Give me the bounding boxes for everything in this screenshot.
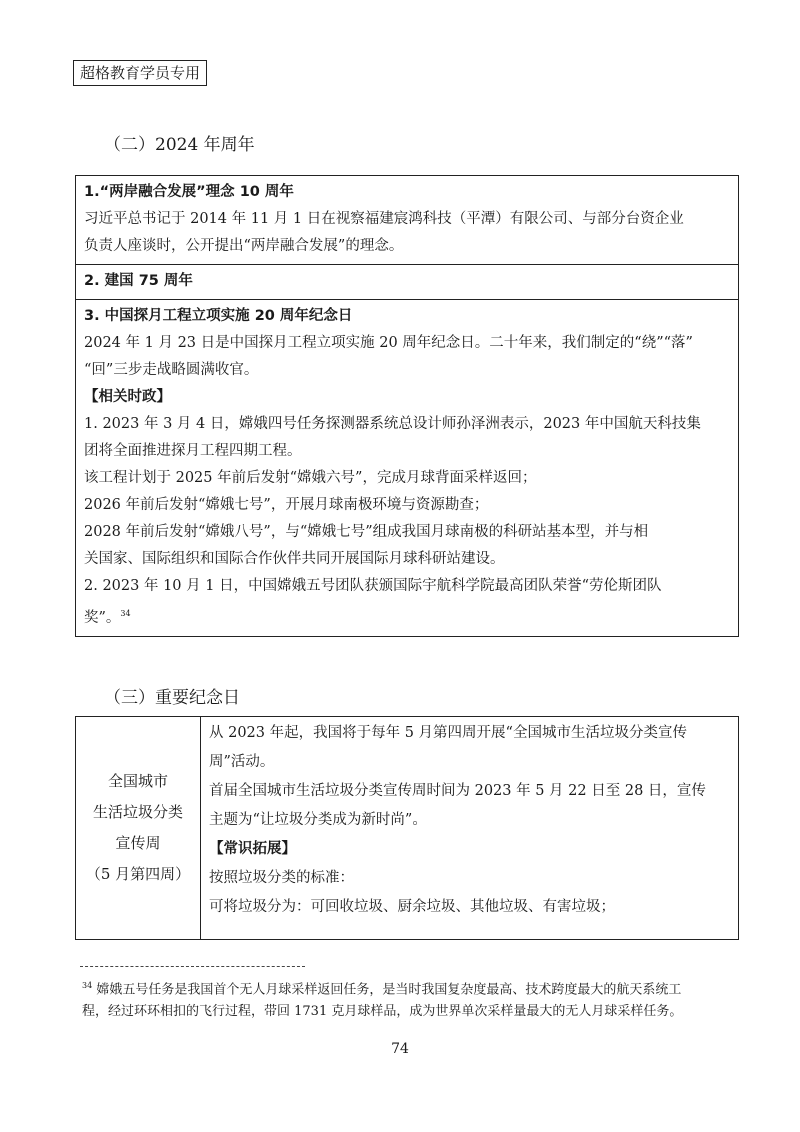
section-title-commemorations: （三）重要纪念日: [104, 688, 240, 708]
related-last-line: [84, 600, 730, 632]
related-line: 1. 2023 年 3 月 4 日，嫦娥四号任务探测器系统总设计师孙泽洲表示，2023 年中国航天科技集: [84, 416, 701, 432]
related-line: 团将全面推进探月工程四期工程。: [84, 443, 302, 459]
name-line: 宣传周: [115, 834, 161, 852]
detail-line: 周”活动。: [209, 754, 275, 770]
footnote-line: [82, 975, 742, 1001]
related-last-text: 奖”。: [84, 609, 121, 626]
related-line: 2026 年前后发射“嫦娥七号”，开展月球南极环境与资源勘查；: [84, 497, 489, 513]
table-row-item2: [76, 264, 738, 299]
commemoration-table: [75, 716, 739, 940]
knowledge-label: 【常识拓展】: [209, 841, 296, 857]
name-line: （5 月第四周）: [85, 865, 191, 883]
footnote: [82, 975, 742, 1023]
detail-line: 按照垃圾分类的标准：: [209, 870, 354, 886]
item3-heading: 3. 中国探月工程立项实施 20 周年纪念日: [84, 308, 353, 324]
anniversary-table-2024: [75, 175, 739, 637]
footnote-divider: [80, 966, 305, 967]
commemoration-detail-cell: [201, 717, 738, 939]
commemoration-name-cell: [76, 717, 201, 939]
related-line: 2. 2023 年 10 月 1 日，中国嫦娥五号团队获颁国际宇航科学院最高团队荣誉“劳伦斯团队: [84, 578, 662, 594]
footnote-number: 34: [82, 981, 93, 990]
watermark-stamp: 超格教育学员专用: [73, 60, 207, 86]
related-line: 关国家、国际组织和国际合作伙伴共同开展国际月球科研站建设。: [84, 551, 505, 567]
related-news-label: 【相关时政】: [84, 389, 171, 405]
detail-line: 可将垃圾分为：可回收垃圾、厨余垃圾、其他垃圾、有害垃圾；: [209, 899, 615, 915]
footnote-text: 嫦娥五号任务是我国首个无人月球采样返回任务，是当时我国复杂度最高、技术跨度最大的航天系统工: [96, 982, 682, 998]
detail-line: 主题为“让垃圾分类成为新时尚”。: [209, 812, 427, 828]
item1-line: 习近平总书记于 2014 年 11 月 1 日在视察福建宸鸿科技（平潭）有限公司、与部分台资企业: [84, 211, 684, 227]
item3-line: 2024 年 1 月 23 日是中国探月工程立项实施 20 周年纪念日。二十年来，我们制定的“绕”“落”: [84, 335, 693, 351]
table-row-item1: [76, 176, 738, 264]
name-line: 生活垃圾分类: [92, 803, 183, 821]
footnote-line: 程，经过环环相扣的飞行过程，带回 1731 克月球样品，成为世界单次采样量最大的无人月球采样任务。: [82, 1004, 683, 1020]
detail-line: 从 2023 年起，我国将于每年 5 月第四周开展“全国城市生活垃圾分类宣传: [209, 725, 687, 741]
related-line: 2028 年前后发射“嫦娥八号”，与“嫦娥七号”组成我国月球南极的科研站基本型，并与相: [84, 524, 649, 540]
page-number: 74: [391, 1041, 409, 1057]
item2-heading: 2. 建国 75 周年: [84, 273, 193, 289]
detail-line: 首届全国城市生活垃圾分类宣传周时间为 2023 年 5 月 22 日至 28 日，宣传: [209, 783, 706, 799]
name-line: 全国城市: [107, 772, 168, 790]
related-line: 该工程计划于 2025 年前后发射“嫦娥六号”，完成月球背面采样返回；: [84, 470, 537, 486]
item3-line: “回”三步走战略圆满收官。: [84, 362, 259, 378]
item1-heading: 1.“两岸融合发展”理念 10 周年: [84, 184, 294, 200]
footnote-ref: 34: [120, 609, 131, 618]
section-title-2024: （二）2024 年周年: [104, 135, 255, 155]
item1-line: 负责人座谈时，公开提出“两岸融合发展”的理念。: [84, 238, 404, 254]
table-row-item3: [76, 299, 738, 636]
